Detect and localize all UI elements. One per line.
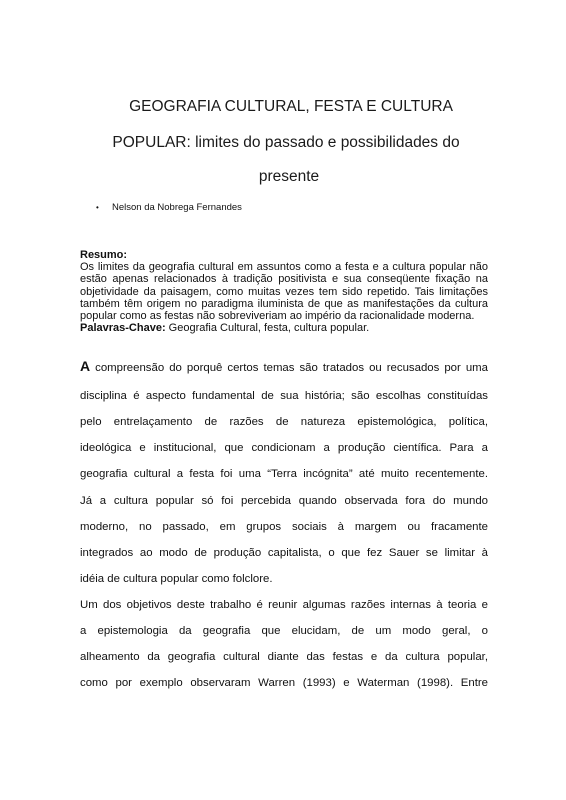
body-line: idéia de cultura popular como folclore. [80, 573, 273, 585]
keywords-text: Geografia Cultural, festa, cultura popular. [165, 322, 370, 335]
bullet-icon: • [96, 203, 99, 212]
body-line: pelo entrelaçamento de razões de natureza epistemológica, política, [80, 416, 488, 428]
body-line: integrados ao modo de produção capitalista, o que fez Sauer se limitar à [80, 547, 488, 559]
body-line: geografia cultural a festa foi uma “Terra incógnita” até muito recentemente. [80, 468, 488, 480]
abstract-line: objetividade da paisagem, como muitas vezes tem sido repetido. Tais limitações [80, 285, 488, 298]
author-name: Nelson da Nobrega Fernandes [112, 202, 242, 213]
body-line: disciplina é aspecto fundamental de sua história; são escolhas constituídas [80, 390, 488, 402]
body-line: Um dos objetivos deste trabalho é reunir algumas razões internas à teoria e [80, 599, 488, 611]
body-line: moderno, no passado, em grupos sociais à margem ou fracamente [80, 521, 488, 533]
keywords-label: Palavras-Chave: [80, 322, 166, 335]
abstract-line: também têm origem no paradigma iluminista de que as manifestações da cultura [80, 297, 488, 310]
body-line: Já a cultura popular só foi percebida quando observada fora do mundo [80, 495, 488, 507]
abstract-label: Resumo: [80, 249, 128, 261]
title-line-3: presente [258, 168, 320, 185]
author-line [96, 202, 242, 213]
abstract-line: popular como as festas não sobreviveriam ao império da racionalidade moderna. [80, 310, 475, 323]
title-line-1: GEOGRAFIA CULTURAL, FESTA E CULTURA [129, 98, 453, 115]
body-line: a epistemologia da geografia que elucidam, de um modo geral, o [80, 625, 488, 637]
keywords-line [80, 322, 488, 334]
abstract-block [80, 249, 488, 334]
body-line: como por exemplo observaram Warren (1993) e Waterman (1998). Entre [80, 677, 488, 689]
title-line-2: POPULAR: limites do passado e possibilidades do [112, 134, 460, 151]
abstract-line: Os limites da geografia cultural em assuntos como a festa e a cultura popular não [80, 261, 488, 274]
abstract-line: estão apenas relacionados à tradição positivista e sua conseqüente fixação na [80, 273, 488, 286]
body-line: A compreensão do porquê certos temas são tratados ou recusados por uma [80, 358, 488, 374]
dropcap: A [80, 358, 91, 374]
body-line: alheamento da geografia cultural diante das festas e da cultura popular, [80, 651, 488, 663]
body-line: ideológica e institucional, que condicionam a produção científica. Para a [80, 442, 488, 454]
